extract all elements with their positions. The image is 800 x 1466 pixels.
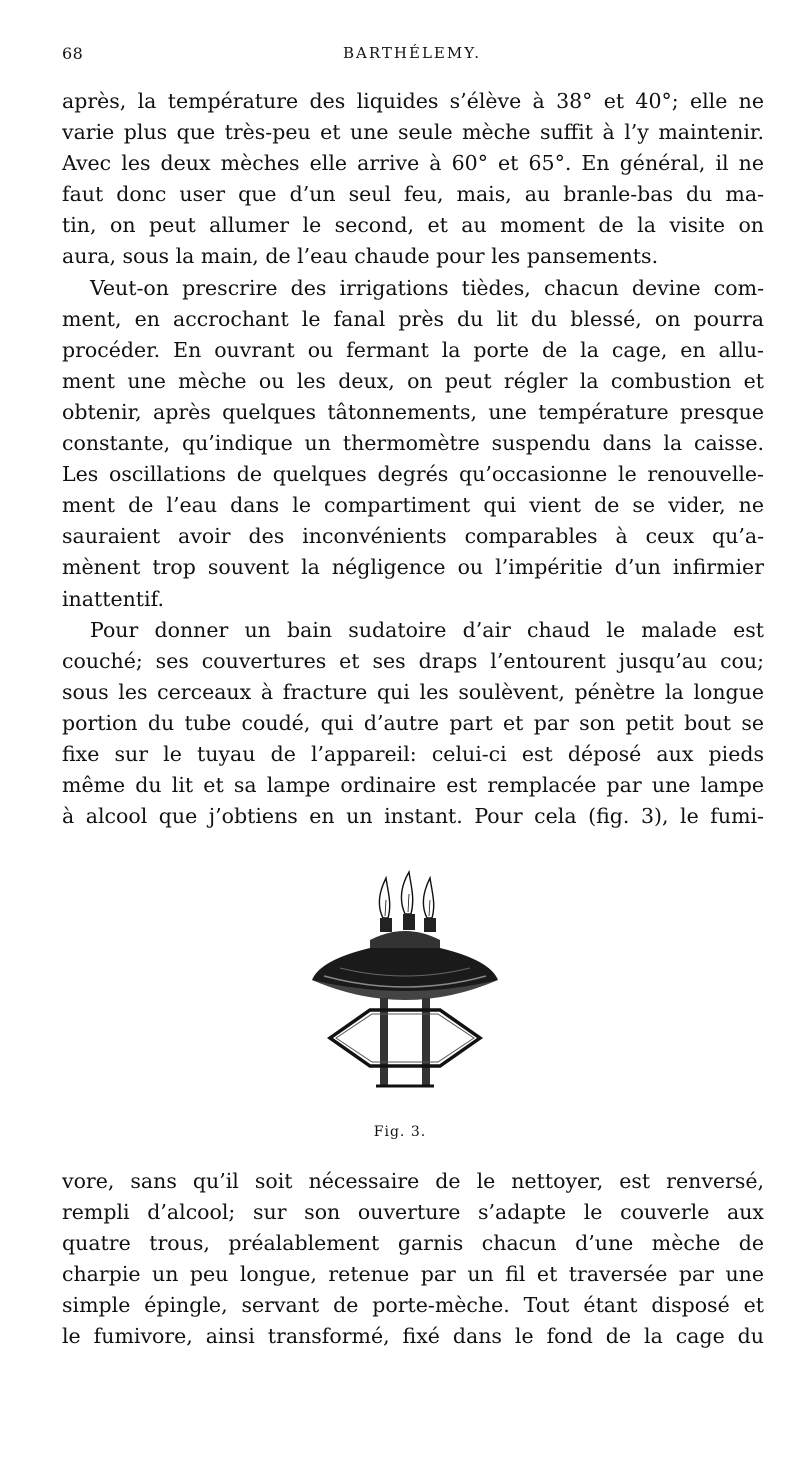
- text-line: ment de l’eau dans le compartiment qui vient de se vider, ne: [62, 493, 764, 518]
- text-line: fixe sur le tuyau de l’appareil: celui-ci est déposé aux pieds: [62, 741, 764, 766]
- text-line: procéder. En ouvrant ou fermant la porte de la cage, en allu-: [62, 337, 764, 362]
- text-line: à alcool que j’obtiens en un instant. Pour cela (fig. 3), le fumi-: [62, 804, 764, 829]
- running-title: BARTHÉLEMY.: [343, 44, 481, 62]
- text-line: faut donc user que d’un seul feu, mais, au branle-bas du ma-: [62, 182, 764, 207]
- text-line: varie plus que très-peu et une seule mèche suffit à l’y maintenir.: [62, 120, 764, 145]
- text-line: Pour donner un bain sudatoire d’air chaud le malade est: [90, 617, 764, 642]
- text-line: portion du tube coudé, qui d’autre part et par son petit bout se: [62, 710, 764, 735]
- page-header: [62, 44, 762, 70]
- flame-left: [379, 878, 389, 918]
- alcohol-lamp-illustration: [300, 870, 510, 1110]
- flame-icons: [379, 872, 433, 918]
- text-line: Les oscillations de quelques degrés qu’occasionne le renouvelle-: [62, 462, 764, 487]
- text-line: inattentif.: [62, 586, 164, 611]
- text-line: quatre trous, préalablement garnis chacun d’une mèche de: [62, 1231, 764, 1256]
- text-line: vore, sans qu’il soit nécessaire de le nettoyer, est renversé,: [62, 1169, 764, 1193]
- text-line: aura, sous la main, de l’eau chaude pour les pansements.: [62, 244, 659, 269]
- text-line: charpie un peu longue, retenue par un fil et traversée par une: [62, 1262, 764, 1287]
- text-line: simple épingle, servant de porte-mèche. Tout étant disposé et: [62, 1293, 764, 1318]
- text-line: le fumivore, ainsi transformé, fixé dans le fond de la cage du: [62, 1324, 764, 1349]
- text-line: ment une mèche ou les deux, on peut régler la combustion et: [62, 368, 764, 393]
- flame-center: [401, 872, 412, 914]
- text-line: Veut-on prescrire des irrigations tièdes, chacun devine com-: [90, 275, 764, 300]
- text-line: Avec les deux mèches elle arrive à 60° et 65°. En général, il ne: [62, 151, 764, 176]
- text-line: après, la température des liquides s’élève à 38° et 40°; elle ne: [62, 89, 764, 113]
- text-line: couché; ses couvertures et ses draps l’entourent jusqu’au cou;: [62, 648, 764, 673]
- text-line: mènent trop souvent la négligence ou l’impéritie d’un infirmier: [62, 555, 764, 580]
- text-line: sauraient avoir des inconvénients comparables à ceux qu’a-: [62, 524, 764, 549]
- text-line: tin, on peut allumer le second, et au moment de la visite on: [62, 213, 764, 238]
- figure-caption: Fig. 3.: [373, 1124, 427, 1140]
- text-line: rempli d’alcool; sur son ouverture s’adapte le couverle aux: [62, 1200, 764, 1225]
- body-text-after-figure: [62, 1166, 764, 1353]
- lamp-frame: [330, 1010, 480, 1066]
- page-number: 68: [62, 44, 84, 63]
- body-text-before-figure: [62, 86, 764, 832]
- lamp-lid: [370, 931, 440, 948]
- text-line: constante, qu’indique un thermomètre suspendu dans la caisse.: [62, 431, 764, 456]
- flame-right: [423, 878, 433, 918]
- text-line: même du lit et sa lampe ordinaire est remplacée par une lampe: [62, 773, 764, 798]
- text-line: obtenir, après quelques tâtonnements, une température presque: [62, 399, 764, 424]
- text-line: sous les cerceaux à fracture qui les soulèvent, pénètre la longue: [62, 679, 764, 704]
- text-line: ment, en accrochant le fanal près du lit du blessé, on pourra: [62, 306, 764, 331]
